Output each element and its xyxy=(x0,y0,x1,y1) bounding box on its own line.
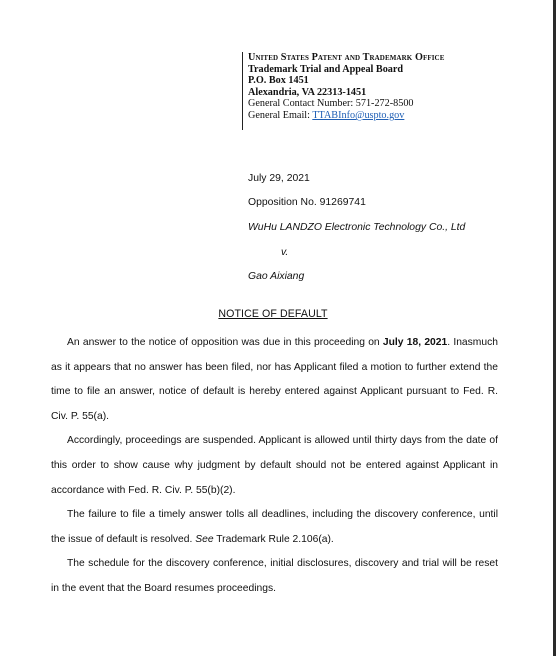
paragraph-1-text-a: An answer to the notice of opposition was due in this proceeding on xyxy=(67,337,383,348)
letterhead-board: Trademark Trial and Appeal Board xyxy=(248,63,404,75)
paragraph-3-text-a: The failure to file a timely answer tolls all deadlines, including the discovery conference, until the issue of default is resolved. xyxy=(51,509,498,545)
letterhead-email-label: General Email: xyxy=(248,109,313,121)
opposition-number: Opposition No. 91269741 xyxy=(248,197,366,208)
paragraph-tolling xyxy=(51,503,498,552)
notice-title: NOTICE OF DEFAULT xyxy=(218,308,328,320)
document-date: July 29, 2021 xyxy=(248,173,310,184)
opposer-name: WuHu LANDZO Electronic Technology Co., Ltd xyxy=(248,222,466,233)
letterhead-office: United States Patent and Trademark Office xyxy=(248,52,445,63)
answer-due-date: July 18, 2021 xyxy=(382,337,448,348)
letterhead-city: Alexandria, VA 22313-1451 xyxy=(248,86,367,98)
letterhead-email-line xyxy=(248,110,444,122)
paragraph-3-text-b: Trademark Rule 2.106(a). xyxy=(213,533,334,545)
see-signal: See xyxy=(195,533,214,545)
versus-text: v. xyxy=(281,247,289,258)
paragraph-suspension: Accordingly, proceedings are suspended. Applicant is allowed until thirty days from the date of this order to show cause why judgment by default should not be entered against Applicant in accordance with Fed. R. Civ. P. 55(b)(2). xyxy=(51,435,498,496)
letterhead xyxy=(242,52,444,130)
paragraph-schedule: The schedule for the discovery conference, initial disclosures, discovery and trial will be reset in the event that the Board resumes proceedings. xyxy=(51,558,498,594)
letterhead-phone: General Contact Number: 571-272-8500 xyxy=(248,98,414,110)
letterhead-po-box: P.O. Box 1451 xyxy=(248,75,309,87)
paragraph-answer-due xyxy=(51,331,498,429)
notice-body xyxy=(51,331,498,602)
letterhead-email-link[interactable]: TTABInfo@uspto.gov xyxy=(312,109,405,121)
paragraph-1-text-b: . Inasmuch as it appears that no answer has been filed, nor has Applicant filed a motion to further extend the time to file an answer, notice of default is hereby entered against Applicant pursuant to Fed. R. Civ. P. 55(a). xyxy=(51,337,498,422)
applicant-name: Gao Aixiang xyxy=(248,271,305,282)
